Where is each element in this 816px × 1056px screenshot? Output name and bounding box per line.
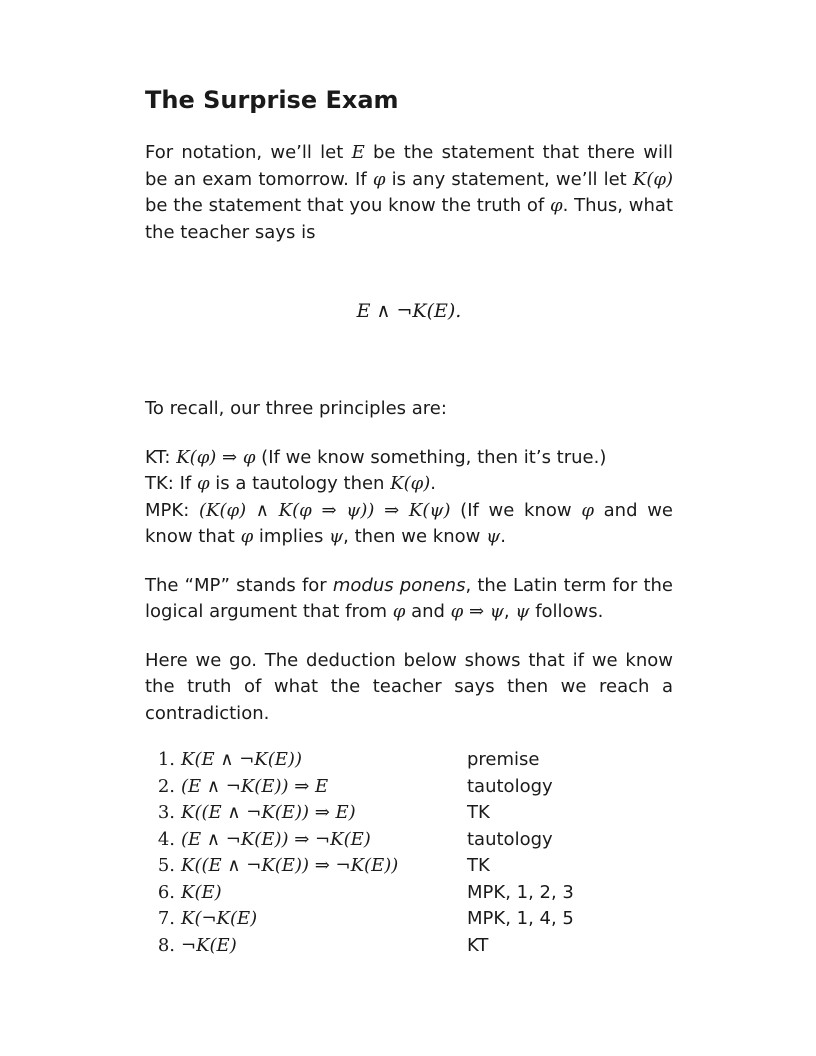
text-span: For notation, we’ll let	[145, 142, 352, 163]
spacer	[145, 626, 673, 648]
recall-paragraph: To recall, our three principles are:	[145, 398, 447, 419]
math-inline: ψ	[486, 526, 501, 547]
principle-kt	[145, 445, 673, 472]
text-span: be the statement that you know the truth of	[145, 195, 551, 216]
principle-mpk	[145, 498, 673, 551]
deduction-row	[145, 747, 673, 774]
step-formula: ¬K(E)	[181, 934, 237, 956]
step-formula: K(E)	[181, 881, 222, 903]
step-number: 3.	[157, 802, 175, 823]
math-inline: φ	[550, 195, 563, 216]
step-formula: (E ∧ ¬K(E)) ⇒ E	[181, 775, 329, 797]
modus-ponens-paragraph	[145, 573, 673, 626]
deduction-row	[145, 853, 673, 880]
text-span: be the statement that there will be an exam tomorrow. If	[145, 142, 673, 190]
math-inline: ψ	[329, 526, 344, 547]
step-justification: MPK, 1, 4, 5	[467, 908, 574, 929]
step-justification: TK	[467, 855, 490, 876]
text-span: , then we know	[343, 526, 487, 547]
deduction-row	[145, 933, 673, 960]
text-span: and	[405, 601, 451, 622]
deduction-table	[145, 747, 673, 959]
notation-paragraph	[145, 140, 673, 246]
deduction-row	[145, 774, 673, 801]
step-formula: K(E ∧ ¬K(E))	[181, 749, 302, 770]
step-justification: tautology	[467, 828, 553, 850]
principle-formula: (K(φ) ∧ K(φ ⇒ ψ)) ⇒ K(ψ)	[198, 499, 451, 521]
here-we-go-paragraph: Here we go. The deduction below shows that if we know the truth of what the teacher says then we reach a contradiction.	[145, 649, 673, 724]
text-span: The “MP” stands for	[145, 574, 333, 596]
text-span: is a tautology then	[209, 473, 391, 494]
math-inline: φ	[581, 499, 594, 521]
spacer	[145, 423, 673, 445]
step-justification: KT	[467, 934, 489, 956]
step-justification: tautology	[467, 775, 553, 797]
document-page	[145, 84, 673, 959]
principle-label: MPK:	[145, 499, 199, 521]
step-number: 4.	[157, 828, 175, 850]
step-formula: K(¬K(E)	[181, 908, 258, 929]
math-inline: φ	[240, 526, 254, 547]
step-number: 1.	[157, 749, 175, 770]
text-span: and we know that	[145, 499, 674, 547]
math-inline: φ	[196, 473, 210, 494]
principle-label: KT:	[145, 446, 177, 468]
math-inline: K(φ)	[390, 473, 431, 494]
step-formula: (E ∧ ¬K(E)) ⇒ ¬K(E)	[181, 828, 371, 850]
spacer	[145, 324, 673, 396]
step-number: 6.	[157, 881, 175, 903]
principle-formula: K(φ) ⇒ φ	[176, 446, 256, 468]
principle-label: TK: If	[145, 473, 197, 494]
principle-note: (If we know something, then it’s true.)	[255, 446, 607, 468]
text-span: implies	[253, 526, 330, 547]
display-formula: E ∧ ¬K(E).	[356, 300, 462, 322]
deduction-row	[145, 827, 673, 854]
text-span: . Thus, what the teacher says is	[145, 195, 674, 243]
page-title: The Surprise Exam	[145, 86, 399, 114]
text-span: (If we know	[450, 499, 582, 521]
text-span: .	[500, 526, 506, 547]
text-span: ,	[503, 601, 516, 622]
math-inline: ψ	[515, 601, 530, 622]
latin-term: modus ponens	[332, 574, 466, 596]
math-inline: φ	[392, 601, 406, 622]
principles-list	[145, 445, 673, 551]
deduction-row	[145, 800, 673, 827]
step-number: 7.	[157, 908, 175, 929]
step-justification: TK	[467, 802, 490, 823]
step-justification: premise	[467, 749, 540, 770]
spacer	[145, 551, 673, 573]
step-formula: K((E ∧ ¬K(E)) ⇒ ¬K(E))	[181, 855, 399, 876]
math-inline: φ	[372, 168, 386, 190]
text-span: follows.	[529, 601, 604, 622]
step-number: 8.	[157, 934, 175, 956]
step-formula: K((E ∧ ¬K(E)) ⇒ E)	[181, 802, 356, 823]
text-span: .	[430, 473, 437, 494]
step-justification: MPK, 1, 2, 3	[467, 881, 574, 903]
text-span: , the Latin term for the logical argument that from	[145, 574, 673, 622]
math-inline: E	[351, 142, 365, 163]
text-span: is any statement, we’ll let	[385, 168, 633, 190]
principle-tk	[145, 471, 673, 498]
math-inline: K(φ)	[632, 168, 673, 190]
step-number: 2.	[157, 775, 175, 797]
math-inline: φ ⇒ ψ	[450, 601, 504, 622]
step-number: 5.	[157, 855, 175, 876]
deduction-row	[145, 906, 673, 933]
deduction-row	[145, 880, 673, 907]
